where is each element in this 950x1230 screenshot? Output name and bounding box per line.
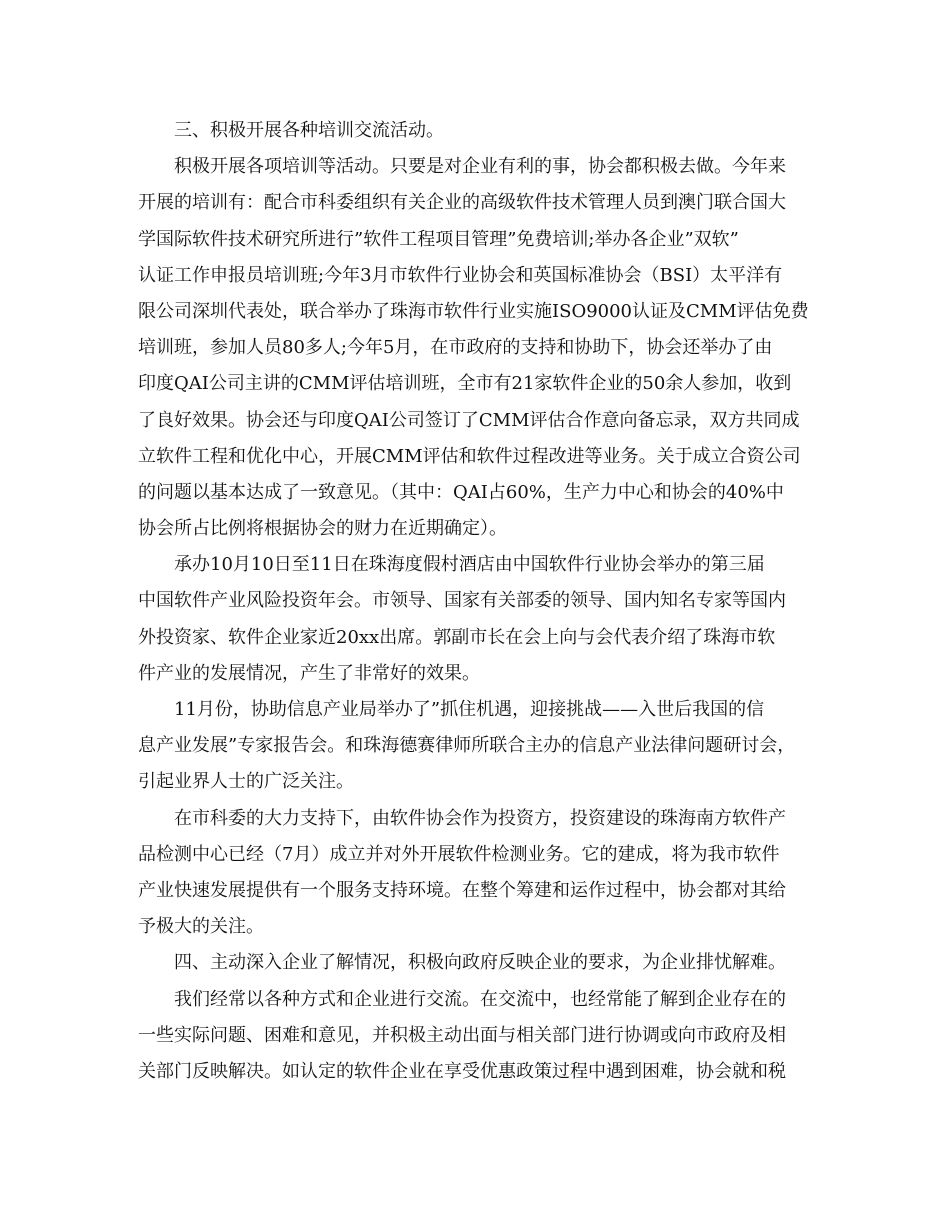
paragraph-line: 品检测中心已经（7月）成立并对外开展软件检测业务。它的建成，将为我市软件 (138, 843, 780, 865)
document-body (138, 113, 818, 1090)
paragraph-line: 开展的培训有：配合市科委组织有关企业的高级软件技术管理人员到澳门联合国大 (138, 192, 786, 214)
paragraph-line: 立软件工程和优化中心，开展CMM评估和软件过程改进等业务。关于成立合资公司 (138, 445, 801, 467)
paragraph-line: 培训班，参加人员80多人;今年5月，在市政府的支持和协助下，协会还举办了由 (138, 337, 773, 359)
paragraph-line: 限公司深圳代表处，联合举办了珠海市软件行业实施ISO9000认证及CMM评估免费 (138, 300, 809, 322)
paragraph-line: 印度QAI公司主讲的CMM评估培训班，全市有21家软件企业的50余人参加，收到 (138, 373, 792, 395)
paragraph-line: 在市科委的大力支持下，由软件协会作为投资方，投资建设的珠海南方软件产 (174, 807, 786, 829)
section-heading: 三、积极开展各种培训交流活动。 (174, 120, 444, 141)
paragraph-line: 的问题以基本达成了一致意见。（其中：QAI占60%，生产力中心和协会的40%中 (138, 481, 784, 503)
paragraph-line: 一些实际问题、困难和意见，并积极主动出面与相关部门进行协调或向市政府及相 (138, 1024, 786, 1046)
paragraph-line: 息产业发展”专家报告会。和珠海德赛律师所联合主办的信息产业法律问题研讨会， (138, 735, 796, 757)
paragraph-line: 引起业界人士的广泛关注。 (138, 771, 354, 793)
paragraph-line: 外投资家、软件企业家近20xx出席。郭副市长在会上向与会代表介绍了珠海市软 (138, 626, 776, 648)
paragraph-line: 产业快速发展提供有一个服务支持环境。在整个筹建和运作过程中，协会都对其给 (138, 879, 786, 901)
paragraph-line: 了良好效果。协会还与印度QAI公司签订了CMM评估合作意向备忘录，双方共同成 (138, 409, 800, 431)
paragraph-line: 协会所占比例将根据协会的财力在近期确定）。 (138, 518, 507, 540)
section-heading: 四、主动深入企业了解情况，积极向政府反映企业的要求，为企业排忧解难。 (174, 952, 786, 974)
paragraph-line: 学国际软件技术研究所进行”软件工程项目管理”免费培训;举办各企业”双软” (138, 228, 739, 250)
paragraph-line: 承办10月10日至11日在珠海度假村酒店由中国软件行业协会举办的第三届 (174, 554, 765, 576)
paragraph-line: 关部门反映解决。如认定的软件企业在享受优惠政策过程中遇到困难，协会就和税 (138, 1060, 786, 1082)
paragraph-line: 积极开展各项培训等活动。只要是对企业有利的事，协会都积极去做。今年来 (174, 156, 786, 178)
paragraph-line: 予极大的关注。 (138, 916, 264, 938)
paragraph-line: 认证工作申报员培训班;今年3月市软件行业协会和英国标准协会（BSI）太平洋有 (138, 264, 783, 286)
paragraph-line: 件产业的发展情况，产生了非常好的效果。 (138, 662, 480, 684)
paragraph-line: 我们经常以各种方式和企业进行交流。在交流中，也经常能了解到企业存在的 (174, 988, 786, 1010)
paragraph-line: 11月份，协助信息产业局举办了”抓住机遇，迎接挑战——入世后我国的信 (174, 699, 765, 720)
paragraph-line: 中国软件产业风险投资年会。市领导、国家有关部委的领导、国内知名专家等国内 (138, 590, 786, 612)
